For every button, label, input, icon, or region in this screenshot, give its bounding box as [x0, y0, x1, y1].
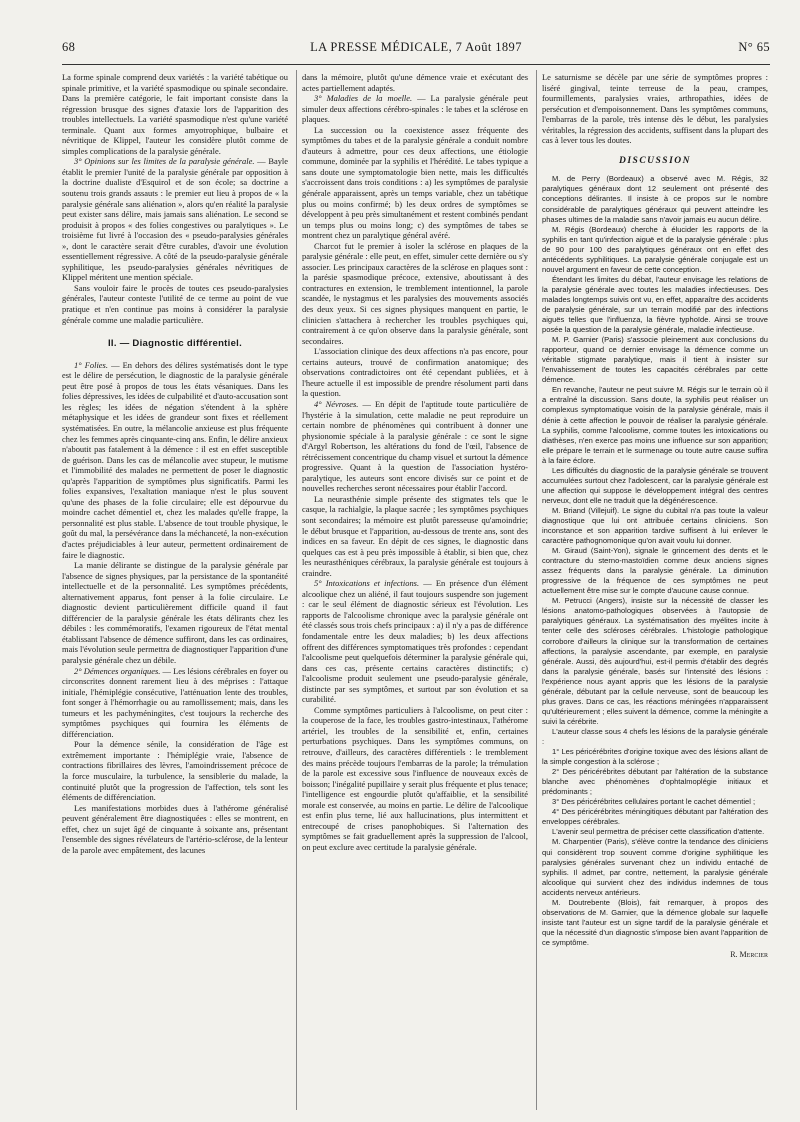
discussion-body — [542, 174, 768, 948]
paragraph — [62, 156, 288, 283]
list-item: 2° Des péricérébrites débutant par l'altération de la substance blanche avec phénomènes d'ophtalmoplégie initiaux et prédominants ; — [542, 767, 768, 797]
paragraph-heading: 1° Folies. — [74, 359, 108, 370]
header-rule — [62, 64, 770, 65]
paragraph — [302, 93, 528, 125]
paragraph: M. Régis (Bordeaux) cherche à élucider les rapports de la syphilis en tant qu'infection aiguë et de la paralysie générale : plus de 90 pour 100 des paralytiques généraux ont en effet des antécédents syphilitiques. La paralysie générale conjugale est un nouvel argument en faveur de cette conception. — [542, 224, 768, 274]
paragraph-heading: 2° Démences organiques. — [74, 665, 161, 676]
paragraph: M. Charpentier (Paris), s'élève contre la tendance des cliniciens qui considèrent trop souvent comme d'origine syphilitique les paralysies générales survenant chez un individu entaché de syphilis. Il admet, par contre, nettement, la paralysie générale alcoolique qui survient chez des individus indemnes de tous accidents nerveux antérieurs. — [542, 837, 768, 897]
paragraph: Pour la démence sénile, la considération de l'âge est extrêmement importante : l'hémiplégie vraie, l'absence de contractions fibrillaires des lèvres, l'amoindrissement précoce de la force musculaire, la turbulence, la sensiblerie du malade, la continuité plutôt que la progression de l'affection, tels sont les éléments de différenciation. — [62, 739, 288, 803]
author-signature — [542, 950, 768, 961]
paragraph: L'auteur classe sous 4 chefs les lésions de la paralysie générale : — [542, 726, 768, 746]
column-divider — [536, 70, 537, 1110]
paragraph: dans la mémoire, plutôt qu'une démence vraie et exécutant des actes partiellement adaptés. — [302, 72, 528, 93]
paragraph: Étendant les limites du débat, l'auteur envisage les relations de la paralysie générale avec toutes les maladies infectieuses. Des malades longtemps suivis ont vu, en effet, apparaître des accidents de paralysie générale, sur un terrain modifié par des infections aiguës telles que l'influenza, la fièvre typhoïde. Ainsi se trouve posée la question de la paralysie générale, maladie infectieuse. — [542, 274, 768, 335]
paragraph: M. Petrucci (Angers), insiste sur la nécessité de classer les lésions anatomo-pathologiques observées à l'autopsie de paralytiques généraux. La systématisation des myélites incite à tenter celle des scléroses cérébrales. L'histologie pathologique corrobore d'ailleurs la clinique sur la transformation de certaines affections, la paralysie ascendante, par exemple, en paralysie générale. Aussi, dès aujourd'hui, est-il permis d'établir des degrés dans la paralysie générale, basés sur l'intensité des lésions : l'expérience nous ayant appris que les lésions de la paralysie générale, débutant par la cellule nerveuse, sont de beaucoup les plus graves. Dans ce cas, les réactions méningées n'apparaissent qu'ultérieurement ; elles suivent la démence, comme la méningite a suivi la cérébrite. — [542, 596, 768, 726]
paragraph: La forme spinale comprend deux variétés : la variété tabétique ou spinale primitive, et la variété spasmodique ou spinale secondaire. Dans la première catégorie, le fait important consiste dans la régression brusque des signes d'ataxie lors de l'apparition des troubles intellectuels. La variété spasmodique n'est qu'une variété terminale. Quant aux formes amyotrophique, bulbaire et névritique de Klippel, l'auteur les considère plutôt comme de simples complications de la paralysie générale. — [62, 72, 288, 156]
paragraph-heading: 3° Maladies de la moelle. — [314, 93, 413, 104]
paragraph: La neurasthénie simple présente des stigmates tels que le casque, la rachialgie, la plaque sacrée ; les symptômes psychiques sont secondaires; la mémoire est plutôt paresseuse qu'amoindrie; le début brusque et l'apparition, au-dessous de trente ans, sont des indices en sa faveur. En dépit de ces signes, le diagnostic dans quelques cas est à peu près impossible à établir, si bien que, chez les neurasthéniques cérébraux, la paralysie générale est toujours à craindre. — [302, 493, 528, 578]
paragraph: Les difficultés du diagnostic de la paralysie générale se trouvent accumulées surtout chez l'adolescent, car la paralysie générale est une affection qui suppose le développement intégral des centres nerveux, dont elle ne traduit que la dégénérescence. — [542, 465, 768, 505]
paragraph: En revanche, l'auteur ne peut suivre M. Régis sur le terrain où il a entraîné la discussion. Sans doute, la syphilis peut réaliser un complexus symptomatique voisin de la paralysie générale, mais il dénie à cette affection le pouvoir de réaliser la paralysie générale. La syphilis, comme l'alcoolisme, comme toutes les intoxications ou diathèses, n'en exerce pas moins une influence sur son apparition; elle prépare le terrain et le surmenage ou toute autre cause suffira à la faire éclore. — [542, 385, 768, 465]
paragraph — [62, 360, 288, 560]
page-number: 68 — [62, 40, 76, 54]
paragraph-text: — Bayle établit le premier l'unité de la paralysie générale par opposition à la doctrine dualiste d'Esquirol et de son école; sa doctrine a soutenu trois grands assauts : le premier eut lieu à propos de « la paralysie générale sans aliénation », alors qu'en réalité la paralysie peut exister sans délire, mais jamais sans aliénation. Le second se produisit à propos « des folies congestives ou paralytiques ». Le troisième fut livré à l'occasion des « pseudo-paralysies générales », dont le caractère serait d'être curables, d'avoir une évolution essentiellement régressive. A côté de la pseudo-paralysie générale syphilitique, les pseudo-paralysies générales névritiques de Klippel méritent une mention spéciale. — [62, 156, 288, 283]
paragraph: Charcot fut le premier à isoler la sclérose en plaques de la paralysie générale : elle peut, en effet, simuler cette dernière ou s'y associer. Les principaux caractères de la sclérose en plaques sont : la parésie spasmodique précoce, extensive, aboutissant à des contractures en extension, le tremblement intentionnel, la parole scandée, le nystagmus et les paralysies des mouvements associés des deux yeux. Si ces signes physiques manquent en partie, le clinicien s'attachera à rechercher les troubles psychiques qui, contrairement à ce qu'on observe dans la paralysie générale, sont secondaires. — [302, 240, 528, 346]
paragraph: M. Doutrebente (Blois), fait remarquer, à propos des observations de M. Garnier, que la démence globale sur laquelle insiste tant l'auteur est un signe tardif de la paralysie générale et que la nécessité d'un diagnostic s'impose bien avant l'apparition de ce symptôme. — [542, 897, 768, 947]
paragraph-text: — Les lésions cérébrales en foyer ou circonscrites donnent rarement lieu à des méprises : l'attaque initiale, l'hémiplégie consécutive, l'atténuation lente des troubles, font songer à l'hémorrhagie ou au ramollissement; mais, dans les tumeurs et les pachyméningites, c'est toujours la recherche des symptômes psychiques qui fournira les éléments de différenciation. — [62, 665, 288, 739]
paragraph-heading: 3° Opinions sur les limites de la paralysie générale. — [74, 156, 255, 167]
paragraph: M. Briand (Villejuif). Le signe du cubital n'a pas toute la valeur diagnostique que lui ont attribuée certains cliniciens. Son inconstance et son apparition tardive suffisent à lui enlever le caractère pathognomonique qu'on avait voulu lui donner. — [542, 505, 768, 546]
paragraph-text: — En présence d'un élément alcoolique chez un aliéné, il faut toujours suspendre son jugement : car le seul élément de diagnostic sérieux est l'évolution. Les rapports de l'alcoolisme chronique avec la paralysie générale ont été classés sous trois chefs principaux : a) il n'y a pas de différence fondamentale entre les deux maladies; b) les deux affections offrent des différences symptomatiques très profondes : cependant l'alcoolisme peut quelquefois déterminer la paralysie générale qui, dans ces cas, présente certains caractères distinctifs; c) l'alcoolisme produit seulement une pseudo-paralysie générale, distincte par ses symptômes, et surtout par son évolution et sa curabilité. — [302, 578, 528, 705]
list-item: 1° Les péricérébrites d'origine toxique avec des lésions allant de la simple congestion à la sclérose ; — [542, 747, 768, 767]
paragraph — [302, 578, 528, 705]
paragraph: La manie délirante se distingue de la paralysie générale par l'absence de signes physiques, par la persistance de la spontanéité intellectuelle et de la personnalité. Les symptômes précédents, alternativement apparus, font penser à la folie circulaire. Le diagnostic devient particulièrement difficile quand il faut différencier de la paralysie générale les états délirants chez les débiles : les commémoratifs, l'examen rigoureux de l'état mental établissant l'absence de démence suffiront, dans les cas ordinaires, mais l'évolution seule permettra de diagnostiquer l'apparition d'une paralysie générale chez un débile. — [62, 560, 288, 665]
list-item: 3° Des péricérébrites cellulaires portant le cachet démentiel ; — [552, 797, 756, 807]
list-item: 4° Des péricérébrites méningitiques débutant par l'altération des enveloppes cérébrales. — [542, 807, 768, 827]
journal-title: LA PRESSE MÉDICALE, 7 Août 1897 — [310, 40, 522, 54]
issue-number: N° 65 — [738, 40, 770, 54]
paragraph: Le saturnisme se décèle par une série de symptômes propres : liséré gingival, teinte terreuse de la peau, crampes, fourmillements, paralysies vraies, arthropathies, idées de persécution et d'empoisonnement. Dans les symptômes communs, l'embarras de la parole, très intense dès le début, les paralysies véritables, la régression des accidents, suffisent dans la plupart des cas à lever tous les doutes. — [542, 72, 768, 146]
paragraph-text: — En dépit de l'aptitude toute particulière de l'hystérie à la simulation, cette maladie ne peut reproduire un certain nombre de phénomènes qui contribuent à donner une physionomie spéciale à la paralysie générale : ce sont le signe d'Argyl Robertson, les altérations du fond de l'œil, l'absence de rétrécissement concentrique du champ visuel et surtout la démence progressive. Quant à la question de l'association hystéro-paralytique, les auteurs sont encore divisés sur ce point et de nouvelles recherches seront nécessaires pour établir l'accord. — [302, 398, 528, 494]
paragraph: M. Giraud (Saint-Yon), signale le grincement des dents et le contracture du sterno-mastoïdien comme deux anciens signes assez fréquents dans la paralysie générale. La diminution progressive de la fréquence de ces symptômes ne peut actuellement être mise sur le compte d'aucune cause connue. — [542, 546, 768, 596]
signature-text: R. Mercier — [730, 949, 768, 959]
column-1 — [62, 72, 288, 1110]
paragraph: Comme symptômes particuliers à l'alcoolisme, on peut citer : la couperose de la face, les troubles gastro-intestinaux, l'athérome artériel, les troubles de la sensibilité et, enfin, certaines perturbations psychiques. Dans les symptômes communs, on retrouve, d'ailleurs, des caractères différentiels : le tremblement des mains précède toujours l'embarras de la parole; la trémulation de la parole est excessive sous l'influence de nouveaux excès de boisson; l'inégalité pupillaire y serait plus fréquente et plus tenace; l'intelligence est engourdie plutôt qu'affaiblie, et la sensibilité morale est conservée, au moins en partie. Le délire de l'alcoolique est enfin plus terne, lié aux hallucinations, plus intermittent et entrecoupé de crises panophobiques. Si l'alternation des symptômes se fait graduellement après la suppression de l'alcool, on peut exclure avec certitude la paralysie générale. — [302, 704, 528, 852]
paragraph: Les manifestations morbides dues à l'athérome généralisé peuvent généralement être diagnostiquées : elles se montrent, en effet, chez un sujet âgé de cinquante à soixante ans, présentant l'ensemble des signes révélateurs de l'artério-sclérose, de la lenteur de la parole avec empâtement, des lacunes — [62, 802, 288, 855]
page-header — [62, 40, 770, 60]
column-2 — [302, 72, 528, 1110]
paragraph: L'association clinique des deux affections n'a pas encore, pour certains auteurs, trouvé de confirmation anatomique; des observations contradictoires ont été cependant publiées, et à l'heure actuelle il est impossible de prendre résolument parti dans la question. — [302, 346, 528, 399]
column-3 — [542, 72, 768, 1110]
paragraph: M. de Perry (Bordeaux) a observé avec M. Régis, 32 paralytiques généraux dont 12 seulement ont présenté des conceptions délirantes. Il insiste à ce propos sur le nombre considérable de paralytiques généraux qui peuvent atteindre les phases ultimes de la maladie sans n'avoir jamais eu aucun délire. — [542, 174, 768, 224]
paragraph: Sans vouloir faire le procès de toutes ces pseudo-paralysies générales, l'auteur conteste l'utilité de ce terme au point de vue pratique et n'en continue pas moins à considérer la paralysie générale comme une maladie particulière. — [62, 282, 288, 325]
paragraph: M. P. Garnier (Paris) s'associe pleinement aux conclusions du rapporteur, quand ce dernier envisage la démence comme un véritable stigmate paralytique, mais il tient à insister sur l'envahissement de toutes les capacités cérébrales par cette démence. — [542, 335, 768, 385]
paragraph — [302, 399, 528, 494]
paragraph: La succession ou la coexistence assez fréquente des symptômes du tabes et de la paralysie générale a conduit nombre d'auteurs à admettre, pour ces deux affections, une étiologie commune, dominée par la syphilis et l'hérédité. Le tabes typique a sans doute une symptomatologie bien nette, mais les difficultés s'accroissent dans trois conditions : a) les symptômes de paralysie générale apparaissent, après un temps variable, chez un tabétique plus ou moins confirmé; b) les deux ordres de symptômes se développent à peu près simultanément et restent combinés pendant un temps plus ou moins long; c) des symptômes de tabes se montrent chez un paralytique général avéré. — [302, 124, 528, 241]
paragraph — [62, 666, 288, 740]
column-divider — [296, 70, 297, 1110]
paragraph-heading: 4° Névroses. — [314, 398, 359, 409]
paragraph: L'avenir seul permettra de préciser cette classification d'attente. — [552, 827, 765, 837]
paragraph-text: — En dehors des délires systématisés dont le type est le délire de persécution, le diagnostic de la paralysie générale peut être posé à propos de tous les états vésaniques. Dans les folies dépressives, les idées de culpabilité et d'auto-accusation sont les règles; les idées de négation s'étendent à la sphère métaphysique et les idées de grandeur sont fixes et réellement systématisées. En outre, la mélancolie anxieuse est plus fréquente chez les femmes après cinquante-cinq ans. Enfin, le délire anxieux n'aboutit pas fatalement à la démence : il est en effet susceptible de guérison. Dans les cas de mélancolie avec stupeur, le mutisme et l'immobilité des malades ne permettent de poser le diagnostic qu'après l'apparition de symptômes plus significatifs. Parmi les folies expansives, l'exaltation maniaque n'est le plus souvent qu'une des phases de la folie circulaire; elle est dépourvue du moindre cachet démentiel et, chez les malades qu'elle frappe, la personnalité est plus stable. L'absence de tout trouble physique, le goût du mal, la persévérance dans la méchanceté, la non-exécution d'actes préjudiciables à leur auteur, permettent ordinairement de faire le diagnostic. — [62, 359, 288, 560]
paragraph-heading: 5° Intoxications et infections. — [314, 578, 420, 589]
discussion-heading: DISCUSSION — [618, 155, 692, 166]
paragraph-text: — La paralysie générale peut simuler deux affections cérébro-spinales : le tabes et la sclérose en plaques. — [302, 93, 528, 125]
section-heading: II. — Diagnostic différentiel. — [107, 338, 243, 350]
